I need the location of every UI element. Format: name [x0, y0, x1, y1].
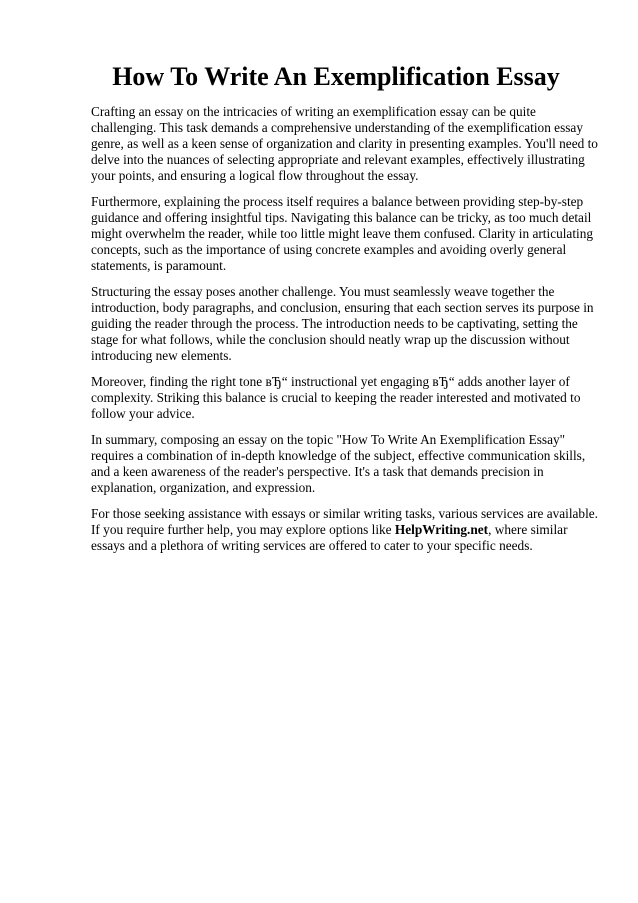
- helpwriting-link[interactable]: HelpWriting.net: [394, 522, 489, 537]
- assistance-text-before: For those seeking assistance with essays or similar writing tasks, various services are available. If you require further help, you may explore options like: [91, 506, 599, 537]
- document-title: How To Write An Exemplification Essay: [112, 62, 560, 91]
- paragraph-process: Furthermore, explaining the process itself requires a balance between providing step-by-step guidance and offering insightful tips. Navigating this balance can be tricky, as too much detail might overwhelm the reader, while too little might leave them confused. Clarity in articulating concepts, such as the importance of using concrete examples and avoiding overly general statements, is paramount.: [91, 194, 594, 273]
- paragraph-tone: Moreover, finding the right tone вЂ“ instructional yet engaging вЂ“ adds another layer of complexity. Striking this balance is crucial to keeping the reader interested and motivated to follow your advice.: [91, 374, 581, 421]
- paragraph-assistance: [91, 506, 603, 554]
- assistance-text-after: , where similar essays and a plethora of writing services are offered to cater to your specific needs.: [91, 522, 568, 553]
- paragraph-structure: Structuring the essay poses another challenge. You must seamlessly weave together the introduction, body paragraphs, and conclusion, ensuring that each section serves its purpose in guiding the reader through the process. The introduction needs to be captivating, setting the stage for what follows, while the conclusion should neatly wrap up the discussion without introducing new elements.: [91, 284, 594, 363]
- paragraph-summary: In summary, composing an essay on the topic "How To Write An Exemplification Essay" requires a combination of in-depth knowledge of the subject, effective communication skills, and a keen awareness of the reader's perspective. It's a task that demands precision in explanation, organization, and expression.: [91, 432, 586, 495]
- paragraph-intro: Crafting an essay on the intricacies of writing an exemplification essay can be quite challenging. This task demands a comprehensive understanding of the exemplification essay genre, as well as a keen sense of organization and clarity in presenting examples. You'll need to delve into the nuances of selecting appropriate and relevant examples, effectively illustrating your points, and ensuring a logical flow throughout the essay.: [91, 104, 598, 183]
- document-body: [91, 62, 603, 564]
